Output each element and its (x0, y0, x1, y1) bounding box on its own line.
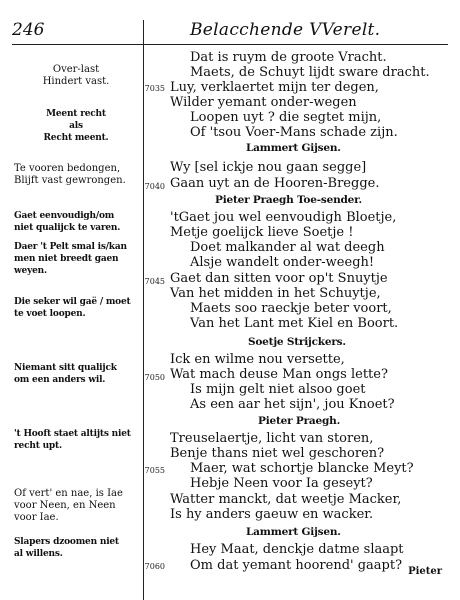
margin-note-line: weyen. (14, 266, 47, 276)
speaker-heading: Pieter Praegh Toe-sender. (215, 194, 362, 206)
verse-line: As een aar het sijn', jou Knoet? (190, 397, 395, 412)
page-number: 246 (12, 20, 45, 40)
margin-note-line: men niet breedt gaen (14, 254, 119, 264)
margin-note-line: Niemant sitt qualijck (14, 363, 117, 373)
verse-line: Doet malkander al wat deegh (190, 240, 385, 255)
margin-note-line: niet qualijck te varen. (14, 223, 121, 233)
margin-note-line: Of vert' en nae, is Iae (14, 488, 123, 499)
margin-note-line: al willens. (14, 549, 63, 559)
margin-note-line: als (69, 121, 83, 131)
verse-line: Luy, verklaertet mijn ter degen, (170, 80, 379, 95)
margin-note (14, 241, 138, 277)
verse-line: Om dat yemant hoorend' gaapt? (190, 558, 403, 573)
verse-line: Watter manckt, dat weetje Macker, (170, 492, 402, 507)
margin-note-line: Daer 't Pelt smal is/kan (14, 242, 127, 252)
verse-line: Gaet dan sitten voor op't Snuytje (170, 271, 388, 286)
verse-line: Maets, de Schuyt lijdt sware dracht. (190, 65, 430, 80)
line-number: 7035 (144, 84, 165, 93)
margin-note-line: Meent recht (46, 109, 106, 119)
verse-line: Benje thans niet wel geschoren? (170, 446, 385, 461)
line-number: 7040 (144, 182, 165, 191)
verse-line: Dat is ruym de groote Vracht. (190, 50, 387, 65)
verse-line: Alsje wandelt onder-weegh! (190, 255, 375, 270)
catchword: Pieter (408, 566, 442, 577)
verse-line: Metje goelijck lieve Soetje ! (170, 225, 354, 240)
header-rule (12, 44, 448, 45)
speaker-heading: Lammert Gijsen. (246, 142, 341, 154)
margin-note-line: Over-last (52, 64, 100, 75)
margin-note-line: Die seker wil gaë / moet (14, 297, 131, 307)
verse-line: 'tGaet jou wel eenvoudigh Bloetje, (170, 210, 397, 225)
margin-note-line: te voet loopen. (14, 309, 86, 319)
margin-note-line: recht upt. (14, 441, 62, 451)
speaker-heading: Pieter Praegh. (258, 415, 341, 427)
verse-line: Gaan uyt an de Hooren-Bregge. (170, 176, 380, 191)
margin-note-line: Recht meent. (43, 133, 109, 143)
margin-note (14, 362, 138, 386)
verse-line: Maer, wat schortje blancke Meyt? (190, 461, 414, 476)
line-number: 7060 (144, 562, 165, 571)
margin-note-line: Gaet eenvoudigh/om (14, 211, 115, 221)
verse-line: Maets soo raeckje beter voort, (190, 301, 392, 316)
margin-note-line: Te vooren bedongen, (14, 163, 121, 174)
line-number: 7050 (144, 373, 165, 382)
column-rule (143, 20, 144, 600)
verse-line: Is hy anders gaeuw en wacker. (170, 507, 374, 522)
verse-line: Van het Lant met Kiel en Boort. (190, 316, 399, 331)
margin-note (14, 536, 138, 560)
margin-note (14, 488, 138, 524)
margin-note-line: 't Hooft staet altijts niet (14, 429, 131, 439)
line-number: 7045 (144, 277, 165, 286)
running-head: Belacchende VVerelt. (190, 20, 381, 40)
verse-line: Ick en wilme nou versette, (170, 352, 345, 367)
margin-note (14, 428, 138, 452)
margin-note-line: Blijft vast gewrongen. (14, 175, 126, 186)
margin-note (14, 296, 138, 320)
verse-line: Van het midden in het Schuytje, (170, 286, 381, 301)
verse-line: Is mijn gelt niet alsoo goet (190, 382, 366, 397)
margin-note (14, 210, 138, 234)
margin-note (14, 64, 138, 88)
line-number: 7055 (144, 466, 165, 475)
margin-note (14, 163, 138, 187)
speaker-heading: Soetje Strijckers. (248, 336, 346, 348)
margin-note-line: om een anders wil. (14, 375, 106, 385)
margin-note-line: voor Neen, en Neen (14, 500, 116, 511)
margin-note-line: Hindert vast. (42, 76, 110, 87)
verse-line: Wat mach deuse Man ongs lette? (170, 367, 388, 382)
speaker-heading: Lammert Gijsen. (246, 526, 341, 538)
verse-line: Wilder yemant onder-wegen (170, 95, 357, 110)
verse-line: Hebje Neen voor Ia geseyt? (190, 476, 373, 491)
verse-line: Treuselaertje, licht van storen, (170, 431, 374, 446)
verse-line: Loopen uyt ? die segtet mijn, (190, 110, 382, 125)
verse-line: Of 'tsou Voer-Mans schade zijn. (190, 125, 398, 140)
margin-note-line: voor Iae. (14, 512, 59, 523)
verse-line: Wy [sel ickje nou gaan segge] (170, 160, 367, 175)
margin-note (14, 108, 138, 144)
margin-note-line: Slapers dzoomen niet (14, 537, 119, 547)
verse-line: Hey Maat, denckje datme slaapt (190, 542, 404, 557)
